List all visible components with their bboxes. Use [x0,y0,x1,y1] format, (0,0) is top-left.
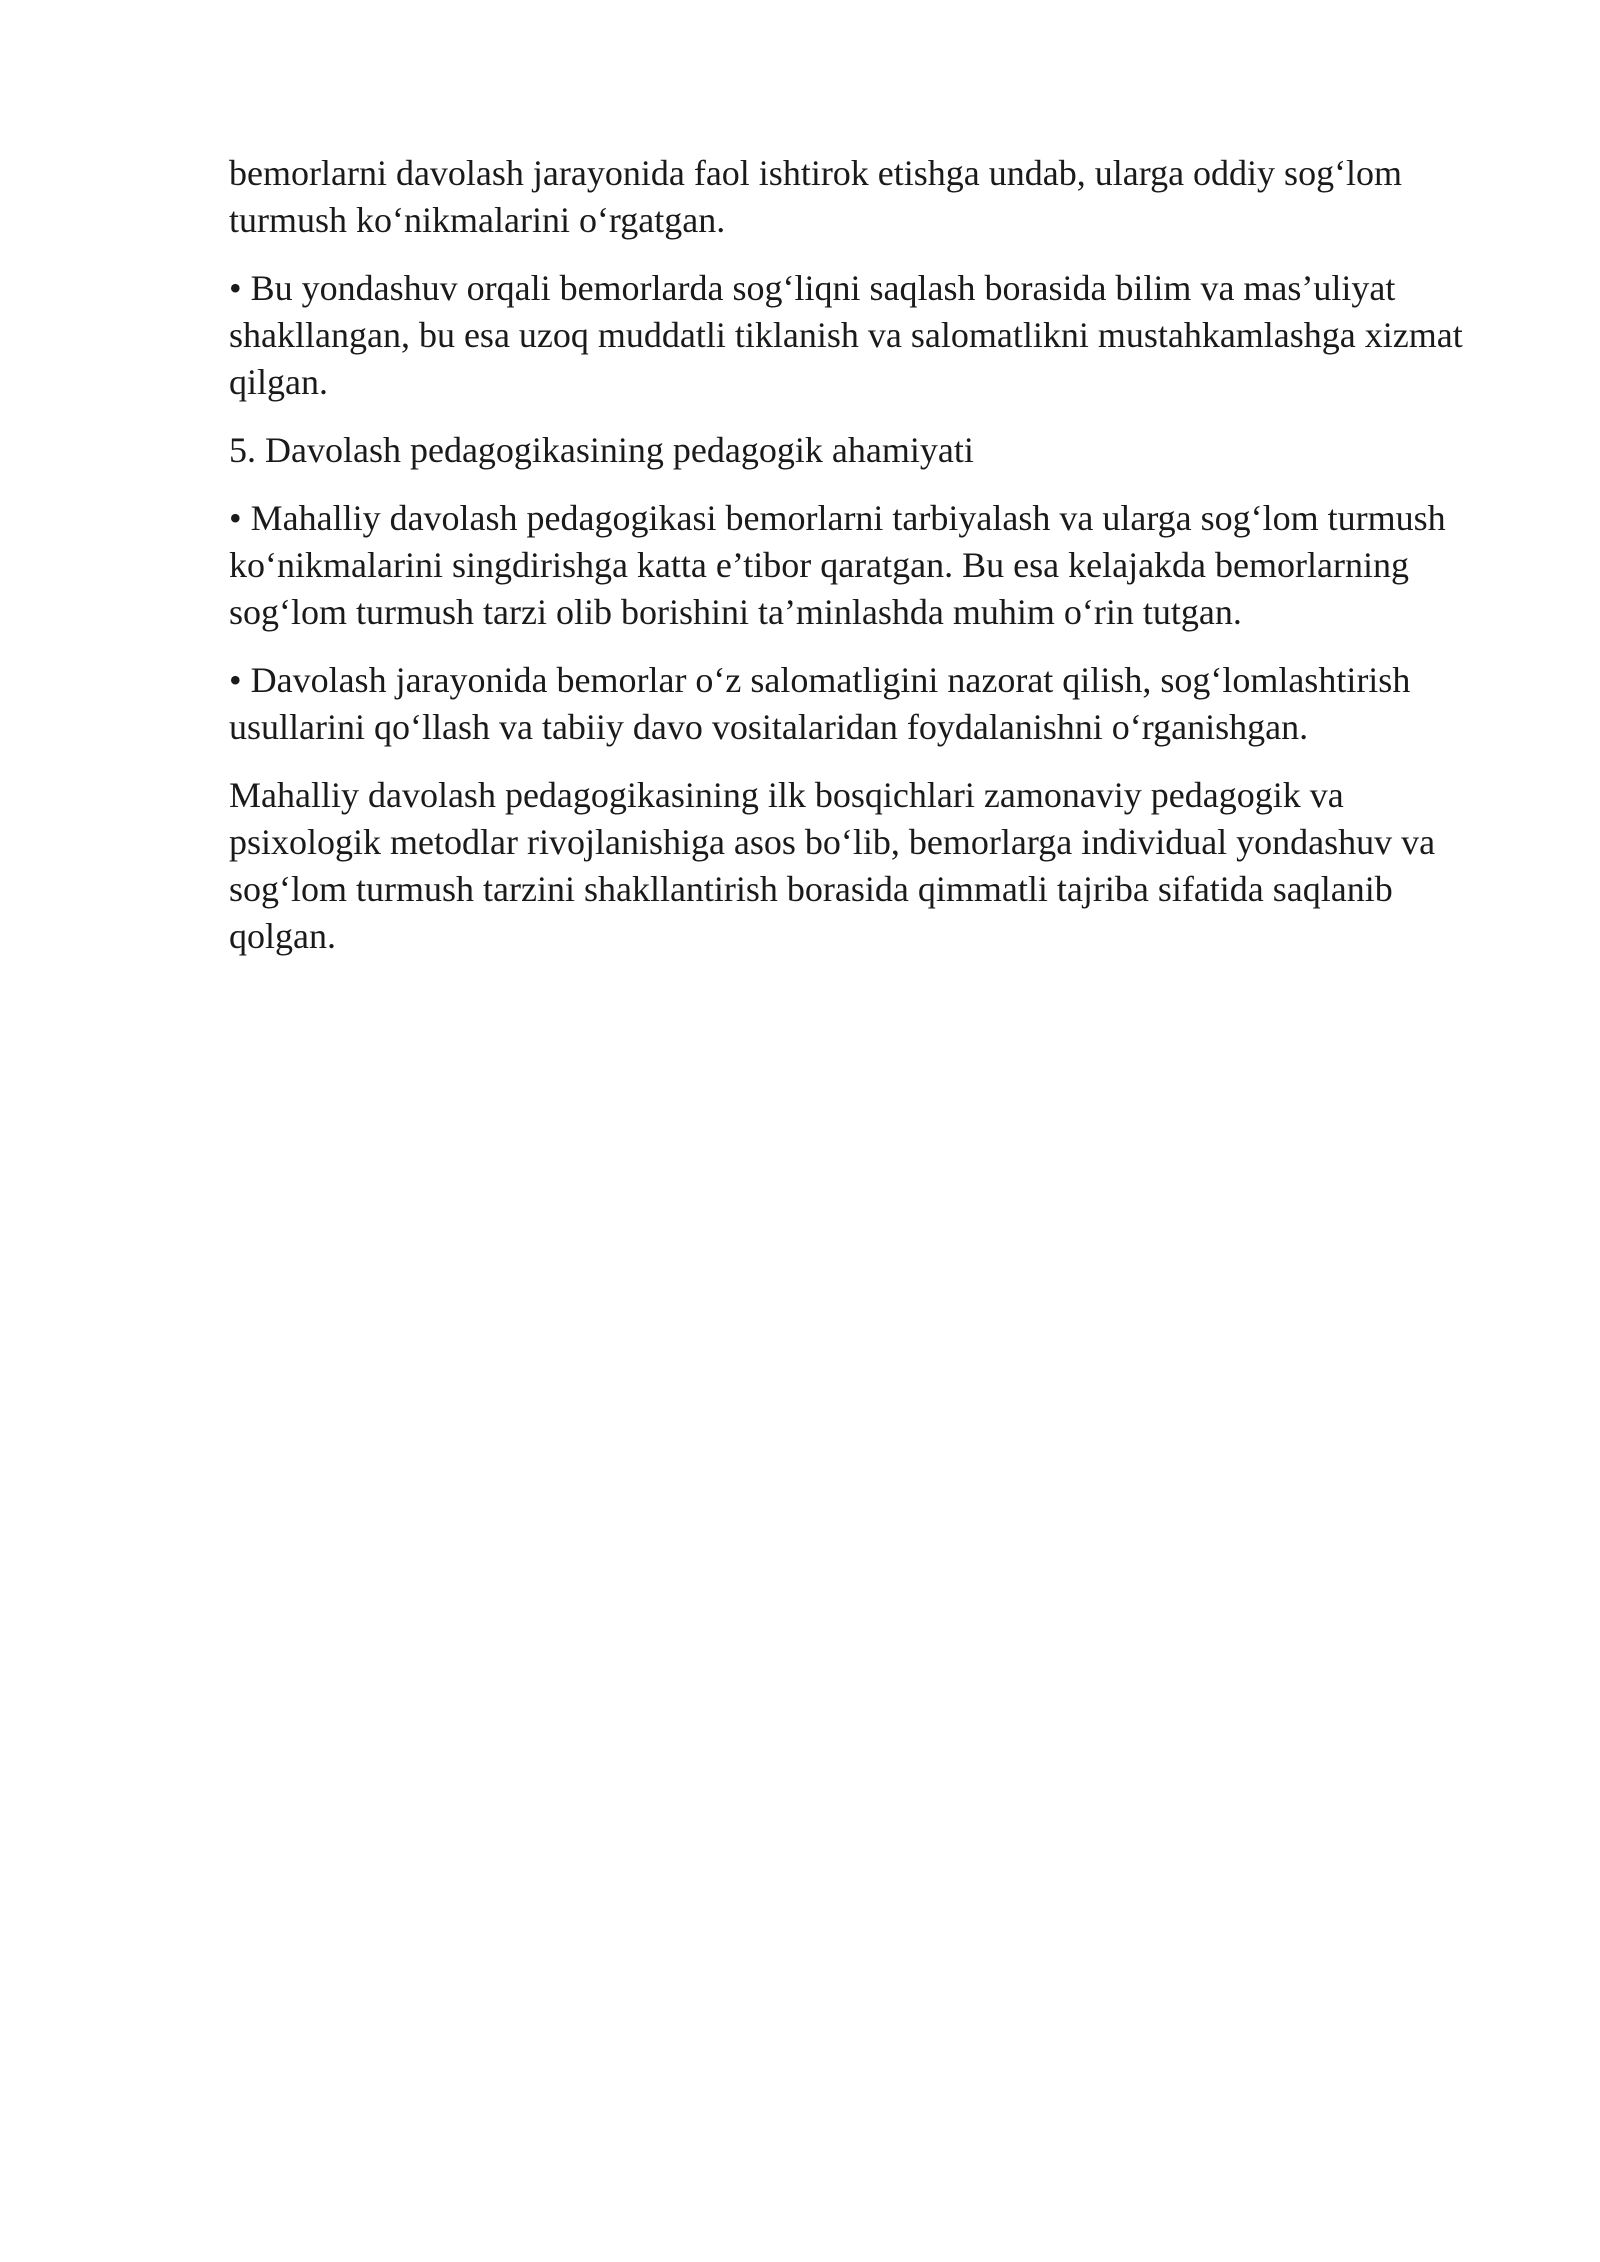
bullet-paragraph: • Mahalliy davolash pedagogikasi bemorlarni tarbiyalash va ularga sog‘lom turmush ko‘nikmalarini singdirishga katta e’tibor qaratgan. Bu esa kelajakda bemorlarning sog‘lom turmush tarzi olib borishini ta’minlashda muhim o‘rin tutgan. [229,498,1446,632]
bullet-paragraph: • Davolash jarayonida bemorlar o‘z salomatligini nazorat qilish, sog‘lomlashtirish usullarini qo‘llash va tabiiy davo vositalaridan foydalanishni o‘rganishgan. [229,660,1411,747]
conclusion-paragraph: Mahalliy davolash pedagogikasining ilk bosqichlari zamonaviy pedagogik va psixologik metodlar rivojlanishiga asos bo‘lib, bemorlarga individual yondashuv va sog‘lom turmush tarzini shakllantirish borasida qimmatli tajriba sifatida saqlanib qolgan. [229,775,1436,956]
document-body [229,150,1499,981]
paragraph-continuation: bemorlarni davolash jarayonida faol ishtirok etishga undab, ularga oddiy sog‘lom turmush ko‘nikmalarini o‘rgatgan. [229,153,1403,240]
section-heading: 5. Davolash pedagogikasining pedagogik ahamiyati [229,430,974,470]
bullet-paragraph: • Bu yondashuv orqali bemorlarda sog‘liqni saqlash borasida bilim va mas’uliyat shakllangan, bu esa uzoq muddatli tiklanish va salomatlikni mustahkamlashga xizmat qilgan. [229,268,1463,402]
